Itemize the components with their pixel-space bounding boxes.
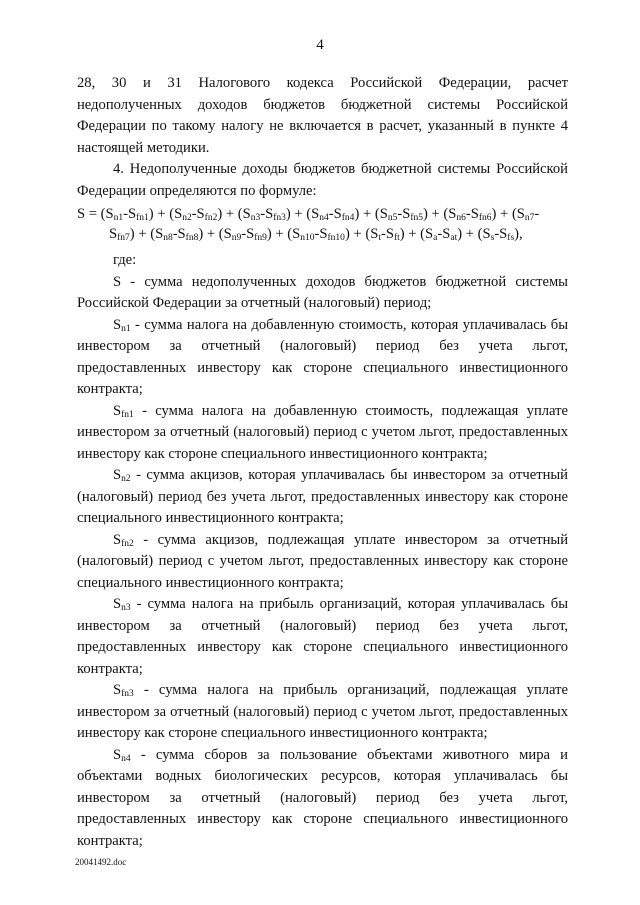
formula-symbol: -S — [397, 206, 411, 222]
formula-subscript: n7 — [524, 213, 535, 223]
definition-item — [77, 530, 568, 595]
formula-symbol: S — [109, 226, 118, 242]
definition-text: - сумма налога на добавленную стоимость, подлежащая уплате инвестором за отчетный (налоговый) период с учетом льгот, предоставленных инвестору как стороне специального инвестиционного контракта; — [77, 402, 568, 462]
formula-subscript: n1 — [113, 213, 124, 223]
formula-symbol: ) — [354, 206, 360, 222]
definition-subscript: n4 — [121, 753, 131, 764]
formula-subscript: n10 — [300, 233, 315, 243]
formula-term — [512, 206, 539, 222]
formula-term — [365, 226, 404, 242]
formula-term — [420, 226, 462, 242]
intro-paragraph: 28, 30 и 31 Налогового кодекса Российской Федерации, расчет недополученных доходов бюджетов бюджетной системы Российской Федерации по такому налогу не включается в расчет, указанный в пункте 4 настоящей методики. — [77, 75, 568, 156]
formula-term — [443, 206, 496, 222]
formula-symbol: ) — [457, 226, 463, 242]
formula-symbol: (S — [287, 226, 301, 242]
formula-subscript: fn2 — [204, 213, 218, 223]
formula-subscript: fn8 — [185, 233, 199, 243]
formula-subscript: ft — [393, 233, 400, 243]
formula-symbol: ) — [422, 206, 428, 222]
formula-symbol: -S — [380, 226, 394, 242]
formula-term — [101, 206, 154, 222]
definition-item — [77, 745, 568, 853]
formula-operator: + — [462, 226, 478, 242]
formula-symbol: -S — [191, 206, 205, 222]
formula-operator: + — [349, 226, 366, 242]
formula-operator: + — [427, 206, 444, 222]
definition-item — [77, 272, 568, 315]
definition-item — [77, 401, 568, 466]
formula-subscript: fn10 — [327, 233, 345, 243]
formula-subscript: fn5 — [410, 213, 423, 223]
document-body — [77, 73, 568, 852]
definition-text: - сумма налога на прибыль организаций, подлежащая уплате инвестором за отчетный (налоговый) период с учетом льгот, предоставленных инвестору как стороне специального инвестиционного контракта; — [77, 682, 568, 741]
formula-subscript: at — [450, 233, 458, 243]
definition-text: - сумма налога на прибыль организаций, которая уплачивалась бы инвестором за отчетный (налоговый) период без учета льгот, предоставленных инвестору как стороне специального инвестиционного контракта; — [77, 596, 568, 677]
definition-symbol: S — [113, 467, 122, 483]
formula-symbol: ) — [129, 226, 135, 242]
formula-symbol: (S — [150, 226, 164, 242]
formula-subscript: t — [378, 233, 381, 243]
formula-term — [169, 206, 222, 222]
formula — [77, 204, 568, 244]
page-number: 4 — [316, 37, 324, 53]
formula-term-continued — [109, 226, 135, 242]
formula-subscript: fn9 — [254, 233, 267, 243]
formula-term — [238, 206, 291, 222]
formula-subscript: s — [490, 233, 495, 243]
formula-symbol: ) — [491, 206, 497, 222]
definitions-list — [77, 272, 568, 853]
definition-subscript: n2 — [121, 474, 131, 484]
formula-symbol: (S — [420, 226, 434, 242]
formula-symbol: -S — [172, 226, 186, 242]
formula-symbol: ) — [344, 226, 350, 242]
formula-symbol: -S — [241, 226, 255, 242]
formula-symbol: -S — [465, 206, 479, 222]
formula-line-1 — [77, 204, 568, 224]
formula-symbol: -S — [437, 226, 451, 242]
formula-subscript: fn1 — [136, 213, 149, 223]
definition-symbol: S — [113, 746, 122, 763]
formula-subscript: fn4 — [341, 213, 355, 223]
formula-symbol: ) — [217, 206, 223, 222]
formula-symbol: -S — [260, 206, 274, 222]
definition-symbol: S — [113, 316, 122, 333]
formula-subscript: n4 — [319, 213, 329, 223]
definition-item — [77, 315, 568, 401]
formula-subscript: fs — [507, 233, 515, 243]
definition-item — [77, 680, 568, 745]
formula-operator: + — [496, 206, 512, 222]
formula-subscript: n3 — [250, 213, 261, 223]
formula-symbol: -S — [494, 226, 508, 242]
formula-term — [478, 226, 519, 242]
formula-symbol: (S — [169, 206, 183, 222]
definition-text: - сумма сборов за пользование объектами животного мира и объектами водных биологических ресурсов, которая уплачивалась бы инвестором за отчетный (налоговый) период без учета льгот, предоставленных инвестору как стороне специального инвестиционного контракта; — [77, 746, 568, 849]
formula-symbol: ) — [285, 206, 291, 222]
definition-symbol: S — [113, 402, 122, 419]
formula-lhs: S = — [77, 206, 101, 222]
definition-subscript: fn2 — [121, 538, 134, 549]
formula-operator: + — [134, 226, 151, 242]
formula-symbol: -S — [123, 206, 137, 222]
formula-subscript: n6 — [456, 213, 466, 223]
formula-term — [287, 226, 350, 242]
formula-symbol: (S — [443, 206, 457, 222]
formula-subscript: n8 — [163, 233, 173, 243]
definition-symbol: S — [113, 682, 122, 698]
formula-line-2 — [77, 224, 568, 244]
definition-text: - сумма акцизов, которая уплачивалась бы инвестором за отчетный (налоговый) период без учета льгот, предоставленных инвестору как стороне специального инвестиционного контракта; — [77, 467, 568, 526]
formula-symbol: ) — [198, 226, 204, 242]
formula-term — [150, 226, 203, 242]
formula-operator: + — [222, 206, 238, 222]
point-4-paragraph: 4. Недополученные доходы бюджетов бюджетной системы Российской Федерации определяются по формуле: — [77, 161, 568, 199]
formula-symbol: (S — [374, 206, 388, 222]
footer-filename: 20041492.doc — [75, 857, 127, 867]
formula-operator: , — [519, 226, 523, 242]
definition-item — [77, 465, 568, 530]
definition-subscript: fn1 — [121, 409, 134, 420]
formula-symbol: -S — [328, 206, 342, 222]
formula-operator: + — [153, 206, 170, 222]
formula-symbol: (S — [237, 206, 251, 222]
definition-item — [77, 594, 568, 680]
definition-symbol: S — [113, 273, 122, 290]
formula-operator: + — [290, 206, 307, 222]
formula-symbol: (S — [100, 206, 114, 222]
definition-subscript: fn3 — [121, 689, 134, 699]
formula-symbol: (S — [306, 206, 320, 222]
formula-subscript: fn3 — [273, 213, 286, 223]
definition-text: - сумма акцизов, подлежащая уплате инвестором за отчетный (налоговый) период с учетом льгот, предоставленных инвестору как стороне специального инвестиционного контракта; — [77, 531, 568, 591]
formula-symbol: ) — [399, 226, 405, 242]
where-label: где: — [113, 252, 137, 268]
formula-subscript: n2 — [182, 213, 192, 223]
definition-symbol: S — [113, 531, 122, 548]
formula-term — [375, 206, 428, 222]
formula-subscript: n9 — [231, 233, 242, 243]
formula-symbol: (S — [218, 226, 232, 242]
formula-operator: + — [271, 226, 288, 242]
formula-term — [306, 206, 359, 222]
formula-symbol: ) — [514, 226, 520, 242]
formula-symbol: (S — [365, 226, 379, 242]
formula-subscript: n5 — [387, 213, 398, 223]
formula-symbol: ) — [266, 226, 272, 242]
formula-operator: + — [404, 226, 421, 242]
formula-subscript: a — [433, 233, 438, 243]
definition-subscript: n1 — [121, 323, 131, 334]
formula-symbol: (S — [511, 206, 525, 222]
formula-term — [219, 226, 272, 242]
definition-text: - сумма налога на добавленную стоимость, которая уплачивалась бы инвестором за отчетный (налоговый) период без учета льгот, предоставленных инвестору как стороне специального инвестиционного контракта; — [77, 316, 568, 397]
formula-operator: + — [359, 206, 375, 222]
formula-subscript: fn6 — [478, 213, 492, 223]
formula-operator: + — [203, 226, 219, 242]
formula-symbol: -S — [314, 226, 328, 242]
formula-subscript: fn7 — [117, 233, 130, 243]
formula-symbol: (S — [477, 226, 491, 242]
formula-symbol: ) — [148, 206, 154, 222]
definition-symbol: S — [113, 596, 122, 612]
definition-text: - сумма недополученных доходов бюджетов бюджетной системы Российской Федерации за отчетный (налоговый) период; — [77, 273, 568, 311]
definition-subscript: n3 — [121, 603, 131, 613]
formula-operator: - — [534, 206, 540, 222]
